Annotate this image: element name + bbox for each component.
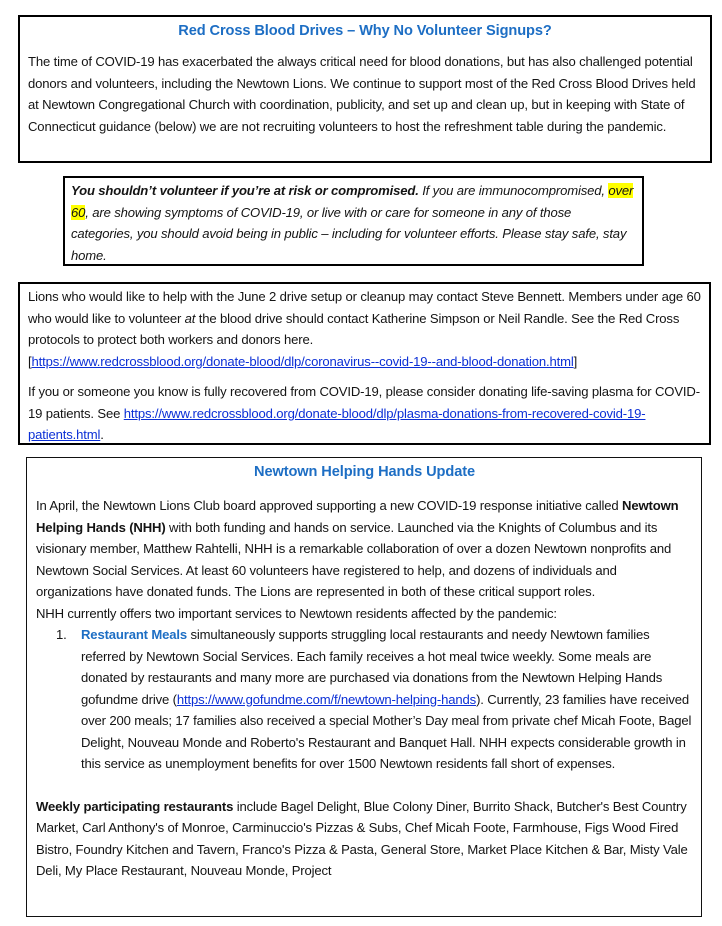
guidance-lead: You shouldn’t volunteer if you’re at risk or compromised. bbox=[71, 183, 419, 198]
plasma-text: If you or someone you know is fully recovered from COVID-19, please consider donating life-saving plasma for COVID-19 patients. See bbox=[28, 384, 700, 421]
participating-restaurants bbox=[36, 796, 693, 882]
intro-text-part-2: with both funding and hands on service. Launched via the Knights of Columbus and its visionary member, Matthew Rahtelli, NHH is a remarkable collaboration of over a dozen Newtown nonprofits and Newtown Social Services. At least 60 volunteers have registered to help, and dozens of individuals and organizations have donated funds. The Lions are represented in both of these critical support roles. bbox=[36, 519, 672, 599]
nhh-name: Newtown Helping Hands (NHH) bbox=[36, 498, 679, 535]
restaurants-list-text: include Bagel Delight, Blue Colony Diner, Burrito Shack, Butcher's Best Country Market, Carl Anthony's of Monroe, Carminuccio's Pizzas & Subs, Chef Micah Foote, Farmhouse, Figs Wood Fired Bistro, Foundry Kitchen and Tavern, Franco's Pizza & Pasta, General Store, Market Place Kitchen & Bar, Misty Vale Deli, My Place Restaurant, Nouveau Monde, Project bbox=[36, 798, 688, 878]
highlighted-over-60: over 60 bbox=[71, 183, 634, 220]
blood-drives-section bbox=[18, 15, 712, 163]
service-text-part-1: simultaneously supports struggling local restaurants and needy Newtown families referred by Newtown Social Services. Each family receives a hot meal twice weekly. Some meals are donated by restaurants and many more are purchased via donations from the Newtown Helping Hands gofundme drive ( bbox=[81, 627, 663, 707]
bracket-close: ] bbox=[573, 353, 578, 369]
plasma-text-end: . bbox=[100, 427, 104, 442]
volunteer-contacts-section bbox=[18, 282, 711, 445]
contacts-paragraph bbox=[28, 286, 701, 372]
helping-hands-title: Newtown Helping Hands Update bbox=[254, 464, 475, 480]
plasma-paragraph bbox=[28, 381, 701, 446]
helping-hands-intro bbox=[36, 495, 693, 603]
helping-hands-section bbox=[26, 457, 702, 917]
blood-drives-title: Red Cross Blood Drives – Why No Volunteer Signups? bbox=[178, 23, 552, 39]
guidance-text bbox=[71, 180, 634, 266]
guidance-text-part-1: If you are immunocompromised, bbox=[418, 183, 609, 198]
red-cross-protocols-link[interactable]: https://www.redcrossblood.org/donate-blood/dlp/coronavirus--covid-19--and-blood-donation.html bbox=[31, 353, 574, 369]
services-intro: NHH currently offers two important services to Newtown residents affected by the pandemic: bbox=[36, 605, 557, 621]
services-list bbox=[36, 624, 693, 775]
blood-drives-intro: The time of COVID-19 has exacerbated the always critical need for blood donations, but has also challenged potential donors and volunteers, including the Newtown Lions. We continue to support most of the Red Cross Blood Drives held at Newtown Congregational Church with coordination, publicity, and set up and clean up, but in keeping with State of Connecticut guidance (below) we are not recruiting volunteers to host the refreshment table during the pandemic. bbox=[28, 54, 696, 134]
service-text-part-2: ). Currently, 23 families have received over 200 meals; 17 families also received a special Mother’s Day meal from private chef Micah Foote, Bagel Delight, Nouveau Monde and Roberto's Restaurant and Banquet Hall. NHH expects considerable growth in this service as unemployment benefits for over 1500 Newtown residents fall short of expenses. bbox=[81, 691, 692, 771]
gofundme-link[interactable]: https://www.gofundme.com/f/newtown-helping-hands bbox=[176, 691, 477, 707]
restaurants-lead: Weekly participating restaurants bbox=[36, 798, 234, 814]
plasma-donations-link[interactable]: https://www.redcrossblood.org/donate-blood/dlp/plasma-donations-from-recovered-covid-19-patients.html bbox=[28, 405, 646, 442]
bracket-open: [ bbox=[28, 353, 32, 369]
contacts-text-part-1: Lions who would like to help with the June 2 drive setup or cleanup may contact Steve Bennett. Members under age 60 who would like to volunteer bbox=[28, 289, 701, 326]
service-name: Restaurant Meals bbox=[81, 627, 188, 642]
guidance-text-part-2: , are showing symptoms of COVID-19, or live with or care for someone in any of those categories, you should avoid being in public – including for volunteer efforts. Please stay safe, stay home. bbox=[71, 204, 627, 263]
service-number: 1. bbox=[56, 627, 67, 642]
intro-text-part-1: In April, the Newtown Lions Club board approved supporting a new COVID-19 response initiative called bbox=[36, 498, 623, 513]
contacts-italic-at: at bbox=[184, 310, 196, 326]
contacts-text-part-2: the blood drive should contact Katherine Simpson or Neil Randle. See the Red Cross protocols to protect both workers and donors here. bbox=[28, 310, 680, 347]
service-item-restaurant-meals bbox=[36, 624, 693, 775]
covid-guidance-callout bbox=[63, 176, 644, 266]
